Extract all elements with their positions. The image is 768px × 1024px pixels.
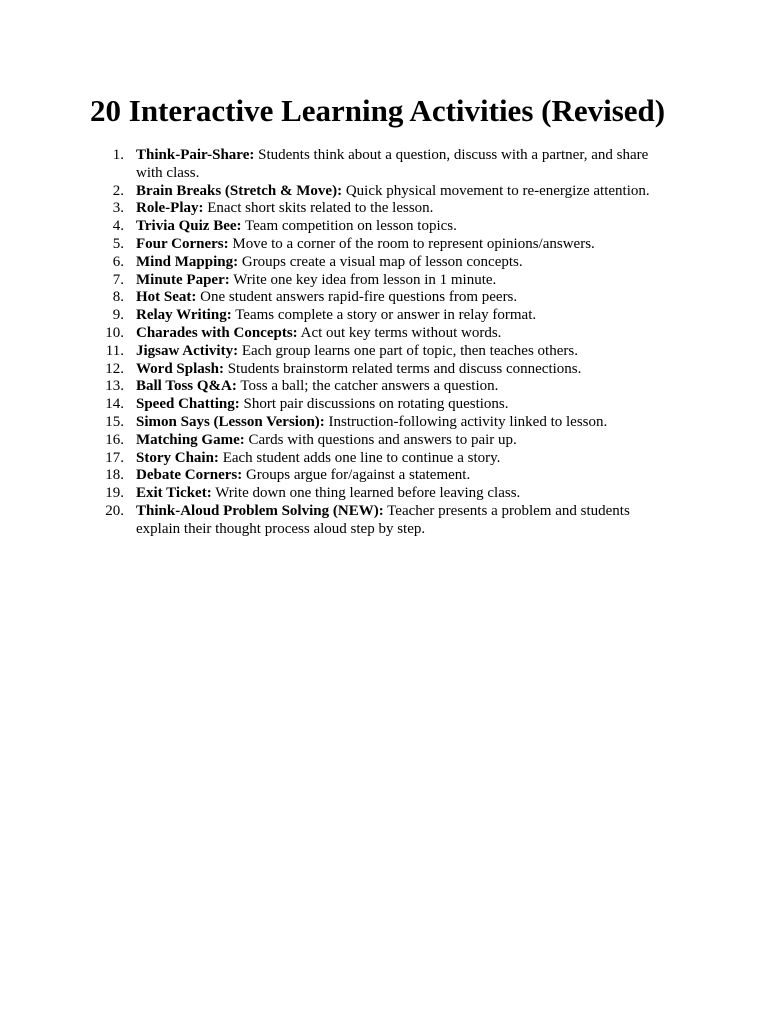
list-item-number: 18.	[105, 467, 124, 484]
document-title: 20 Interactive Learning Activities (Revised)	[90, 93, 666, 128]
list-item	[0, 325, 656, 343]
list-item-number: 2.	[112, 182, 124, 199]
list-item-number: 8.	[112, 289, 124, 306]
list-item-title: Brain Breaks (Stretch & Move):	[136, 182, 343, 199]
list-item-title: Exit Ticket:	[136, 485, 212, 502]
list-item-title: Minute Paper:	[136, 271, 230, 288]
list-item-description: Write one key idea from lesson in 1 minute.	[233, 271, 497, 288]
list-item	[0, 343, 656, 361]
list-item-description: Cards with questions and answers to pair up.	[248, 431, 517, 448]
list-item-description: Each group learns one part of topic, then teaches others.	[241, 342, 578, 359]
list-item	[0, 485, 656, 503]
list-item-number: 6.	[112, 253, 124, 270]
list-item-description: Students think about a question, discuss with a partner, and share with class.	[136, 147, 649, 181]
list-item	[0, 396, 656, 414]
list-item	[0, 361, 656, 379]
list-item-number: 15.	[105, 413, 124, 430]
list-item-title: Mind Mapping:	[136, 253, 239, 270]
list-item-description: Move to a corner of the room to represent opinions/answers.	[232, 235, 595, 252]
list-item-title: Story Chain:	[136, 449, 219, 466]
list-item-number: 16.	[105, 431, 124, 448]
list-item-description: Toss a ball; the catcher answers a question.	[240, 378, 499, 395]
list-item-title: Word Splash:	[136, 360, 224, 377]
list-item	[0, 378, 656, 396]
list-item	[0, 450, 656, 468]
list-item-description: One student answers rapid-fire questions from peers.	[200, 289, 518, 306]
list-item-title: Hot Seat:	[136, 289, 197, 306]
list-item	[0, 254, 656, 272]
list-item-title: Role-Play:	[136, 200, 204, 217]
list-item-number: 7.	[112, 271, 124, 288]
list-item	[0, 432, 656, 450]
list-item-title: Debate Corners:	[136, 467, 243, 484]
list-item-number: 4.	[112, 218, 124, 235]
list-item	[0, 467, 656, 485]
list-item-description: Team competition on lesson topics.	[245, 218, 457, 235]
list-item-number: 20.	[105, 502, 124, 519]
list-item-title: Four Corners:	[136, 235, 229, 252]
list-item-description: Teams complete a story or answer in relay format.	[235, 307, 537, 324]
list-item-number: 1.	[112, 147, 124, 163]
list-item	[0, 183, 656, 201]
list-item	[0, 200, 656, 218]
list-item-number: 12.	[105, 360, 124, 377]
list-item-number: 11.	[105, 342, 124, 359]
list-item	[0, 272, 656, 290]
list-item-description: Act out key terms without words.	[300, 324, 502, 341]
list-item	[0, 414, 656, 432]
list-item	[0, 307, 656, 325]
list-item-description: Instruction-following activity linked to lesson.	[328, 413, 608, 430]
list-item-number: 17.	[105, 449, 124, 466]
list-item-number: 3.	[112, 200, 124, 217]
list-item-title: Speed Chatting:	[136, 396, 240, 413]
list-item-description: Write down one thing learned before leaving class.	[215, 485, 521, 502]
list-item-description: Short pair discussions on rotating questions.	[243, 396, 509, 413]
list-item-title: Ball Toss Q&A:	[136, 378, 237, 395]
list-item-number: 14.	[105, 396, 124, 413]
list-item-title: Simon Says (Lesson Version):	[136, 413, 325, 430]
list-item	[0, 236, 656, 254]
list-item-description: Groups argue for/against a statement.	[245, 467, 471, 484]
list-item-number: 10.	[105, 324, 124, 341]
list-item-number: 19.	[105, 485, 124, 502]
list-item-title: Think-Pair-Share:	[136, 147, 255, 163]
activity-list	[0, 147, 768, 539]
list-item-description: Each student adds one line to continue a story.	[222, 449, 501, 466]
list-item-title: Charades with Concepts:	[136, 324, 298, 341]
list-item-description: Teacher presents a problem and students explain their thought process aloud step by step.	[136, 502, 630, 537]
list-item-number: 5.	[112, 235, 124, 252]
list-item-title: Jigsaw Activity:	[136, 342, 239, 359]
list-item-number: 13.	[105, 378, 124, 395]
list-item	[0, 147, 656, 183]
list-item-description: Quick physical movement to re-energize attention.	[345, 182, 650, 199]
list-item-title: Think-Aloud Problem Solving (NEW):	[136, 502, 384, 519]
list-item-title: Matching Game:	[136, 431, 245, 448]
list-item-description: Enact short skits related to the lesson.	[207, 200, 434, 217]
list-item	[0, 289, 656, 307]
list-item-description: Students brainstorm related terms and discuss connections.	[227, 360, 582, 377]
list-item-number: 9.	[112, 307, 124, 324]
list-item	[0, 218, 656, 236]
list-item-title: Relay Writing:	[136, 307, 232, 324]
list-item	[0, 503, 656, 539]
list-item-description: Groups create a visual map of lesson concepts.	[241, 253, 523, 270]
list-item-title: Trivia Quiz Bee:	[136, 218, 242, 235]
